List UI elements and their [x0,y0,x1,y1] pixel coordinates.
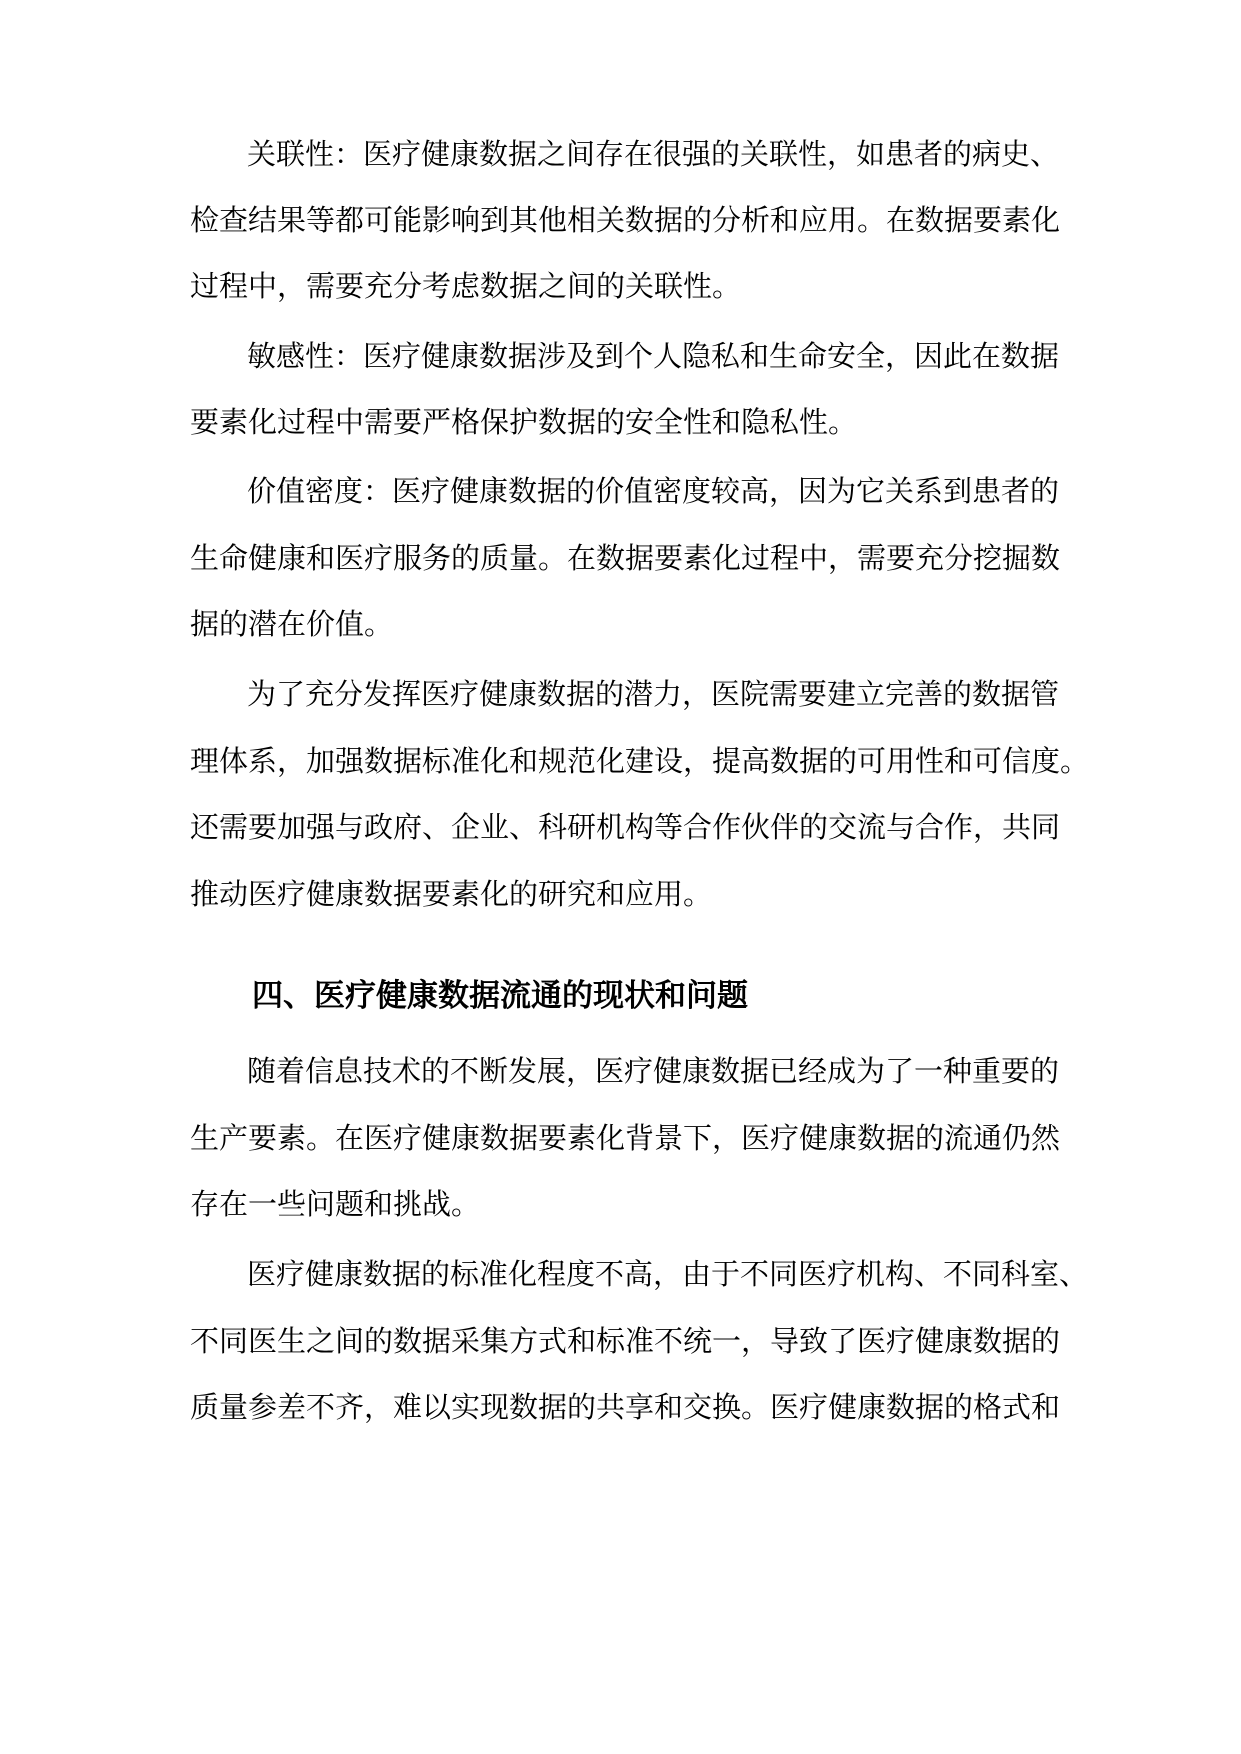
paragraph-line: 随着信息技术的不断发展，医疗健康数据已经成为了一种重要的 [247,1054,1060,1088]
paragraph-line: 检查结果等都可能影响到其他相关数据的分析和应用。在数据要素化 [190,203,1061,237]
paragraph-line: 理体系，加强数据标准化和规范化建设，提高数据的可用性和可信度。 [190,744,1090,778]
paragraph-line: 关联性：医疗健康数据之间存在很强的关联性，如患者的病史、 [247,137,1060,171]
paragraph-line: 推动医疗健康数据要素化的研究和应用。 [190,877,713,911]
paragraph-line: 为了充分发挥医疗健康数据的潜力，医院需要建立完善的数据管 [247,677,1060,711]
paragraph-line: 不同医生之间的数据采集方式和标准不统一，导致了医疗健康数据的 [190,1324,1061,1358]
paragraph-line: 生产要素。在医疗健康数据要素化背景下，医疗健康数据的流通仍然 [190,1121,1061,1155]
paragraph-line: 还需要加强与政府、企业、科研机构等合作伙伴的交流与合作，共同 [190,810,1061,844]
paragraph-line: 要素化过程中需要严格保护数据的安全性和隐私性。 [190,405,858,439]
paragraph-line: 存在一些问题和挑战。 [190,1187,481,1221]
paragraph-line: 价值密度：医疗健康数据的价值密度较高，因为它关系到患者的 [247,474,1060,508]
paragraph-line: 敏感性：医疗健康数据涉及到个人隐私和生命安全，因此在数据 [247,339,1060,373]
section-heading: 四、医疗健康数据流通的现状和问题 [252,978,748,1014]
paragraph-line: 据的潜在价值。 [190,607,394,641]
paragraph-line: 生命健康和医疗服务的质量。在数据要素化过程中，需要充分挖掘数 [190,541,1061,575]
paragraph-line: 医疗健康数据的标准化程度不高，由于不同医疗机构、不同科室、 [247,1257,1089,1291]
paragraph-line: 质量参差不齐，难以实现数据的共享和交换。医疗健康数据的格式和 [190,1390,1061,1424]
paragraph-line: 过程中，需要充分考虑数据之间的关联性。 [190,269,742,303]
